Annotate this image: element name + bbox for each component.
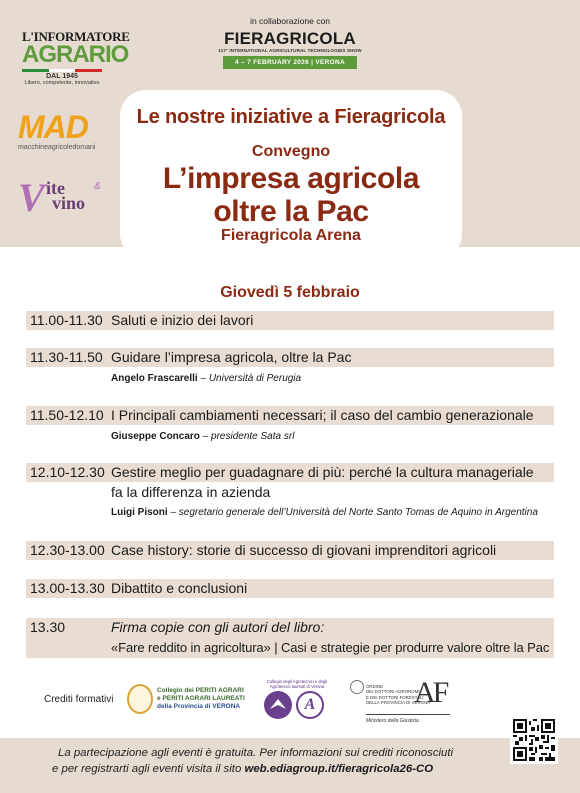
mad-logo-name: MAD — [18, 109, 88, 145]
program-row-band — [26, 579, 554, 598]
mad-logo-sub: macchineagricoledomani — [18, 144, 96, 151]
program-speaker-line — [111, 372, 301, 386]
program-title: Saluti e inizio dei lavori — [111, 312, 254, 328]
program-time: 12.30-13.00 — [30, 542, 105, 558]
vite-logo-v: V — [18, 175, 45, 220]
program-title: Firma copie con gli autori del libro: — [111, 619, 325, 635]
event-type: Convegno — [251, 143, 331, 160]
program-row-band — [26, 311, 554, 330]
program-time: 11.50-12.10 — [30, 407, 104, 423]
bird-emblem-icon — [264, 691, 292, 719]
collab-text: in collaborazione con — [250, 16, 330, 26]
ordine-line1: ORDINE — [366, 684, 384, 689]
ordine-agronomi-logo — [350, 676, 450, 732]
speaker-dash: – — [170, 507, 177, 518]
speaker-dash: – — [202, 431, 209, 442]
vite-vino-logo — [18, 175, 108, 222]
title-panel — [120, 90, 462, 260]
fieragricola-logo: FIERAGRICOLA — [224, 29, 356, 48]
program-title: Gestire meglio per guadagnare di più: perché la cultura manageriale — [111, 464, 534, 480]
program-speaker-line — [111, 506, 538, 520]
footer-line1: La partecipazione agli eventi è gratuita. Per informazioni sui crediti riconosciuti — [58, 747, 454, 759]
vite-logo-amp: & — [94, 181, 101, 192]
speaker-affiliation: segretario generale dell’Università del Norte Santo Tomas de Aquino in Argentina — [178, 507, 538, 518]
footer-line2-wrap — [52, 763, 433, 775]
ordine-line4: DELLA PROVINCIA DI VERONA — [366, 700, 431, 706]
event-title — [120, 162, 462, 228]
ordine-line3: E DEI DOTTORI FORESTALI — [366, 694, 424, 700]
collegio-line1: Collegio dei PERITI AGRARI — [157, 687, 244, 694]
credits-label: Crediti formativi — [44, 694, 114, 705]
mad-logo — [18, 109, 108, 151]
informatore-tagline: Libero, competente, innovativo — [24, 80, 100, 86]
qr-code-icon[interactable] — [510, 716, 558, 764]
speaker-name: Giuseppe Concaro — [111, 431, 200, 442]
program-title-line2: fa la differenza in azienda — [111, 484, 271, 500]
footer-url-link[interactable]: web.ediagroup.it/fieragricola26-CO — [244, 763, 434, 775]
program-time: 13.00-13.30 — [30, 580, 105, 596]
vite-logo-vino: vino — [52, 193, 86, 213]
a-emblem-icon — [296, 691, 324, 719]
ordine-divider — [366, 714, 450, 715]
informatore-agrario-logo — [22, 29, 130, 86]
program-title: Guidare l’impresa agricola, oltre la Pac — [111, 349, 352, 365]
agrotecnici-letter: A — [304, 696, 316, 713]
speaker-dash: – — [200, 373, 207, 384]
footer-line2: e per registrarti agli eventi visita il sito — [52, 763, 245, 775]
fieragricola-subtitle: 117° INTERNATIONAL AGRICULTURAL TECHNOLOGIES SHOW — [218, 48, 362, 53]
ministero-text: Ministero della Giustizia — [366, 718, 419, 724]
collegio-periti-logo — [127, 682, 257, 718]
program-title: Dibattito e conclusioni — [111, 580, 248, 596]
republic-emblem-icon — [350, 680, 364, 694]
agrotecnici-text: Collegio degli Agrotecnici e degli Agrotecnici laureati di Verona — [266, 679, 328, 689]
collegio-line2: e PERITI AGRARI LAUREATI — [157, 695, 245, 702]
informatore-logo-line1: L'INFORMATORE — [22, 29, 130, 44]
event-title-line1: L’impresa agricola — [162, 162, 420, 195]
ordine-line2: DEI DOTTORI AGRONOMI — [366, 689, 420, 695]
program-title: I Principali cambiamenti necessari; il caso del cambio generazionale — [111, 407, 534, 423]
program-speaker-line — [111, 430, 294, 444]
speaker-affiliation: presidente Sata srl — [211, 431, 295, 442]
program-title-line2: «Fare reddito in agricoltura» | Casi e strategie per produrre valore oltre la Pac — [111, 640, 550, 655]
informatore-since: DAL 1945 — [46, 73, 78, 80]
initiatives-heading: Le nostre iniziative a Fieragricola — [136, 106, 446, 128]
vite-logo-ite: ite — [46, 178, 65, 198]
speaker-affiliation: Università di Perugia — [208, 373, 302, 384]
informatore-logo-line2: AGRARIO — [22, 41, 129, 68]
program-time: 12.10-12.30 — [30, 464, 105, 480]
program-day: Giovedì 5 febbraio — [220, 284, 360, 301]
collegio-emblem-icon — [127, 684, 153, 714]
program-title: Case history: storie di successo di giovani imprenditori agricoli — [111, 542, 497, 558]
program-time: 11.00-11.30 — [30, 312, 103, 328]
event-title-line2: oltre la Pac — [213, 195, 369, 228]
event-venue: Fieragricola Arena — [221, 227, 361, 244]
program-time: 13.30 — [30, 619, 66, 635]
fieragricola-dates: 4 – 7 FEBRUARY 2026 | VERONA — [223, 56, 357, 69]
speaker-name: Luigi Pisoni — [111, 507, 168, 518]
ordine-mark: AF — [414, 676, 447, 709]
program-time: 11.30-11.50 — [30, 349, 103, 365]
footer-band — [0, 738, 580, 793]
collegio-line3: della Provincia di VERONA — [157, 703, 241, 710]
italian-flag-stripe — [22, 69, 102, 72]
agrotecnici-logo — [262, 679, 332, 723]
speaker-name: Angelo Frascarelli — [111, 373, 198, 384]
